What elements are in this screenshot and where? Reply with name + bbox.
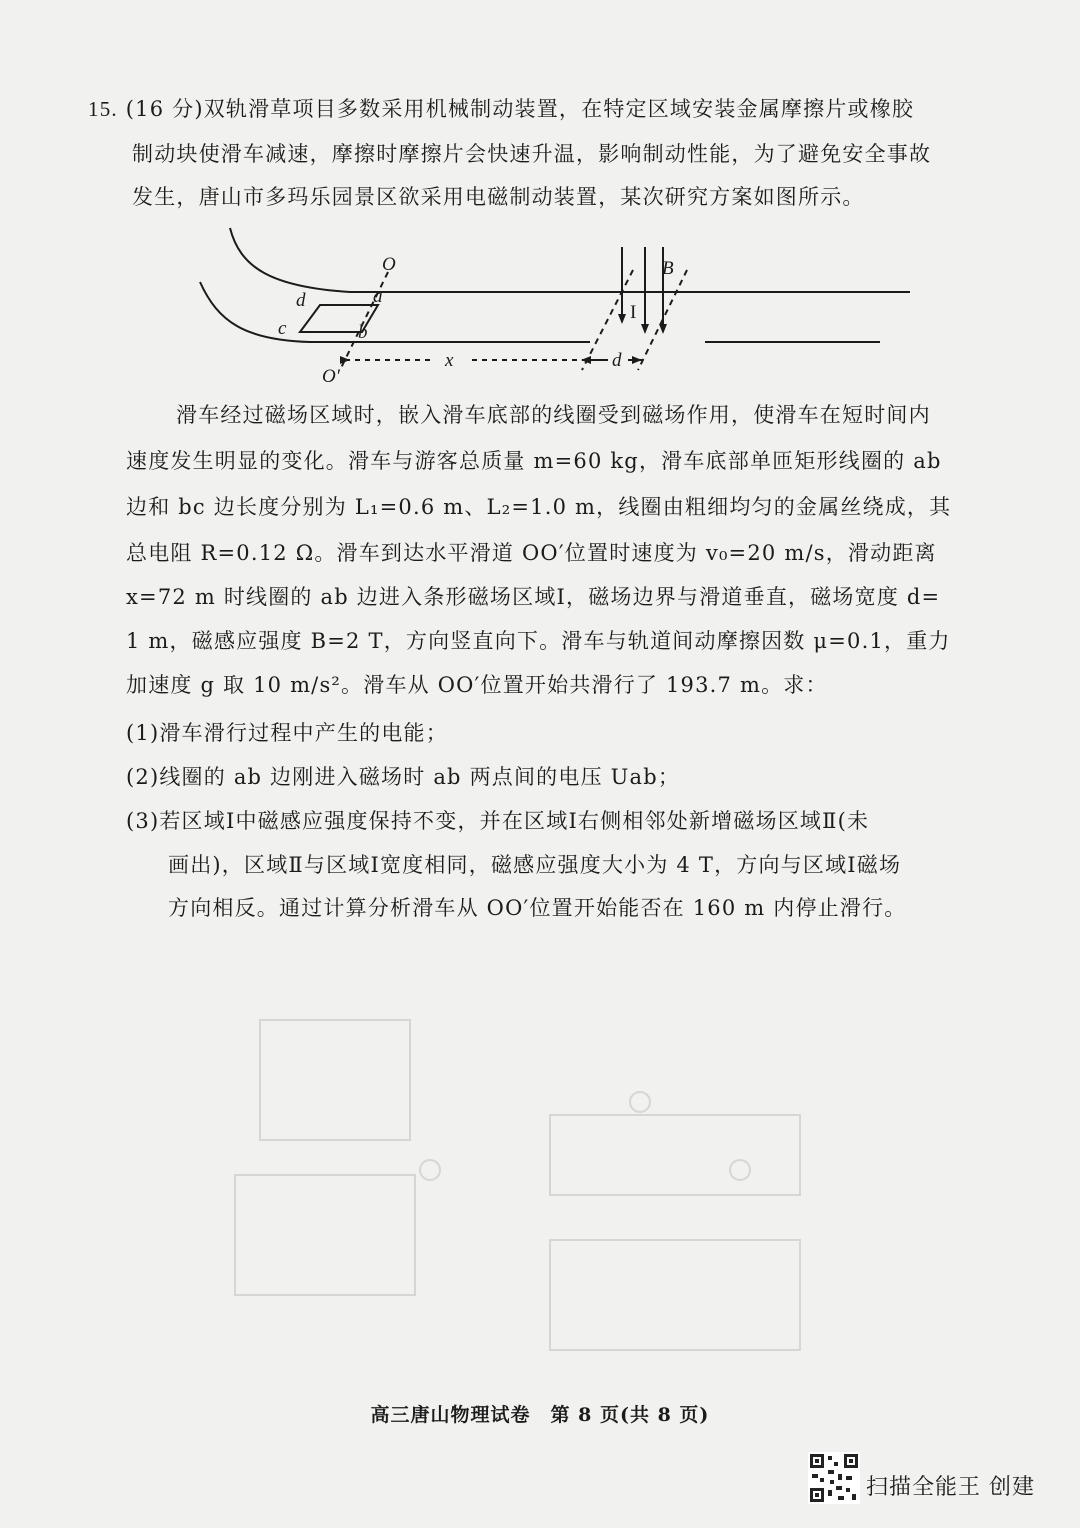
qr-code-icon bbox=[808, 1452, 860, 1504]
field-left-boundary bbox=[582, 270, 633, 370]
label-b: b bbox=[358, 322, 368, 343]
question-text: (16 分)双轨滑草项目多数采用机械制动装置，在特定区域安装金属摩擦片或橡胶 bbox=[125, 97, 915, 121]
label-d: d bbox=[296, 290, 306, 311]
label-d-width: d bbox=[612, 350, 622, 371]
sub-question-3-line-1: (3)若区域Ⅰ中磁感应强度保持不变，并在区域Ⅰ右侧相邻处新增磁场区域Ⅱ(未 bbox=[126, 809, 870, 833]
body-line-3: 边和 bc 边长度分别为 L₁=0.6 m、L₂=1.0 m，线圈由粗细均匀的金属丝绕成，其 bbox=[126, 495, 952, 519]
label-B: B bbox=[662, 258, 674, 279]
label-x: x bbox=[445, 350, 454, 371]
sub-question-1: (1)滑车滑行过程中产生的电能； bbox=[126, 721, 448, 745]
scanner-watermark: 扫描全能王 创建 bbox=[866, 1475, 1035, 1500]
bleed-through-circuit-diagrams bbox=[220, 990, 840, 1380]
body-line-5: x=72 m 时线圈的 ab 边进入条形磁场区域Ⅰ，磁场边界与滑道垂直，磁场宽度 d= bbox=[126, 585, 941, 609]
question-line-2: 制动块使滑车减速，摩擦时摩擦片会快速升温，影响制动性能，为了避免安全事故 bbox=[132, 142, 932, 166]
sub-question-3-line-2: 画出)，区域Ⅱ与区域Ⅰ宽度相同，磁感应强度大小为 4 T，方向与区域Ⅰ磁场 bbox=[168, 853, 902, 877]
body-line-6: 1 m，磁感应强度 B=2 T，方向竖直向下。滑车与轨道间动摩擦因数 μ=0.1，重力 bbox=[126, 629, 951, 653]
page-footer: 高三唐山物理试卷 第 8 页(共 8 页) bbox=[370, 1404, 710, 1426]
body-line-2: 速度发生明显的变化。滑车与游客总质量 m=60 kg，滑车底部单匝矩形线圈的 ab bbox=[126, 449, 942, 473]
question-number: 15. bbox=[88, 97, 118, 121]
question-line-3: 发生，唐山市多玛乐园景区欲采用电磁制动装置，某次研究方案如图所示。 bbox=[132, 185, 865, 209]
body-line-4: 总电阻 R=0.12 Ω。滑车到达水平滑道 OO′位置时速度为 v₀=20 m/s，滑动距离 bbox=[126, 541, 937, 565]
label-O: O bbox=[382, 254, 396, 275]
label-a: a bbox=[373, 286, 383, 307]
label-I: I bbox=[630, 302, 637, 323]
sub-question-3-line-3: 方向相反。通过计算分析滑车从 OO′位置开始能否在 160 m 内停止滑行。 bbox=[168, 896, 907, 920]
figure-rail-magnetic-field bbox=[190, 222, 930, 392]
sub-question-2: (2)线圈的 ab 边刚进入磁场时 ab 两点间的电压 Uab； bbox=[126, 765, 681, 789]
body-line-1: 滑车经过磁场区域时，嵌入滑车底部的线圈受到磁场作用，使滑车在短时间内 bbox=[176, 403, 931, 427]
label-c: c bbox=[278, 318, 287, 339]
question-line-1 bbox=[88, 94, 914, 124]
label-O-prime: O′ bbox=[322, 366, 340, 387]
outer-rail-curve bbox=[230, 228, 910, 292]
body-line-7: 加速度 g 取 10 m/s²。滑车从 OO′位置开始共滑行了 193.7 m。求： bbox=[126, 673, 828, 697]
